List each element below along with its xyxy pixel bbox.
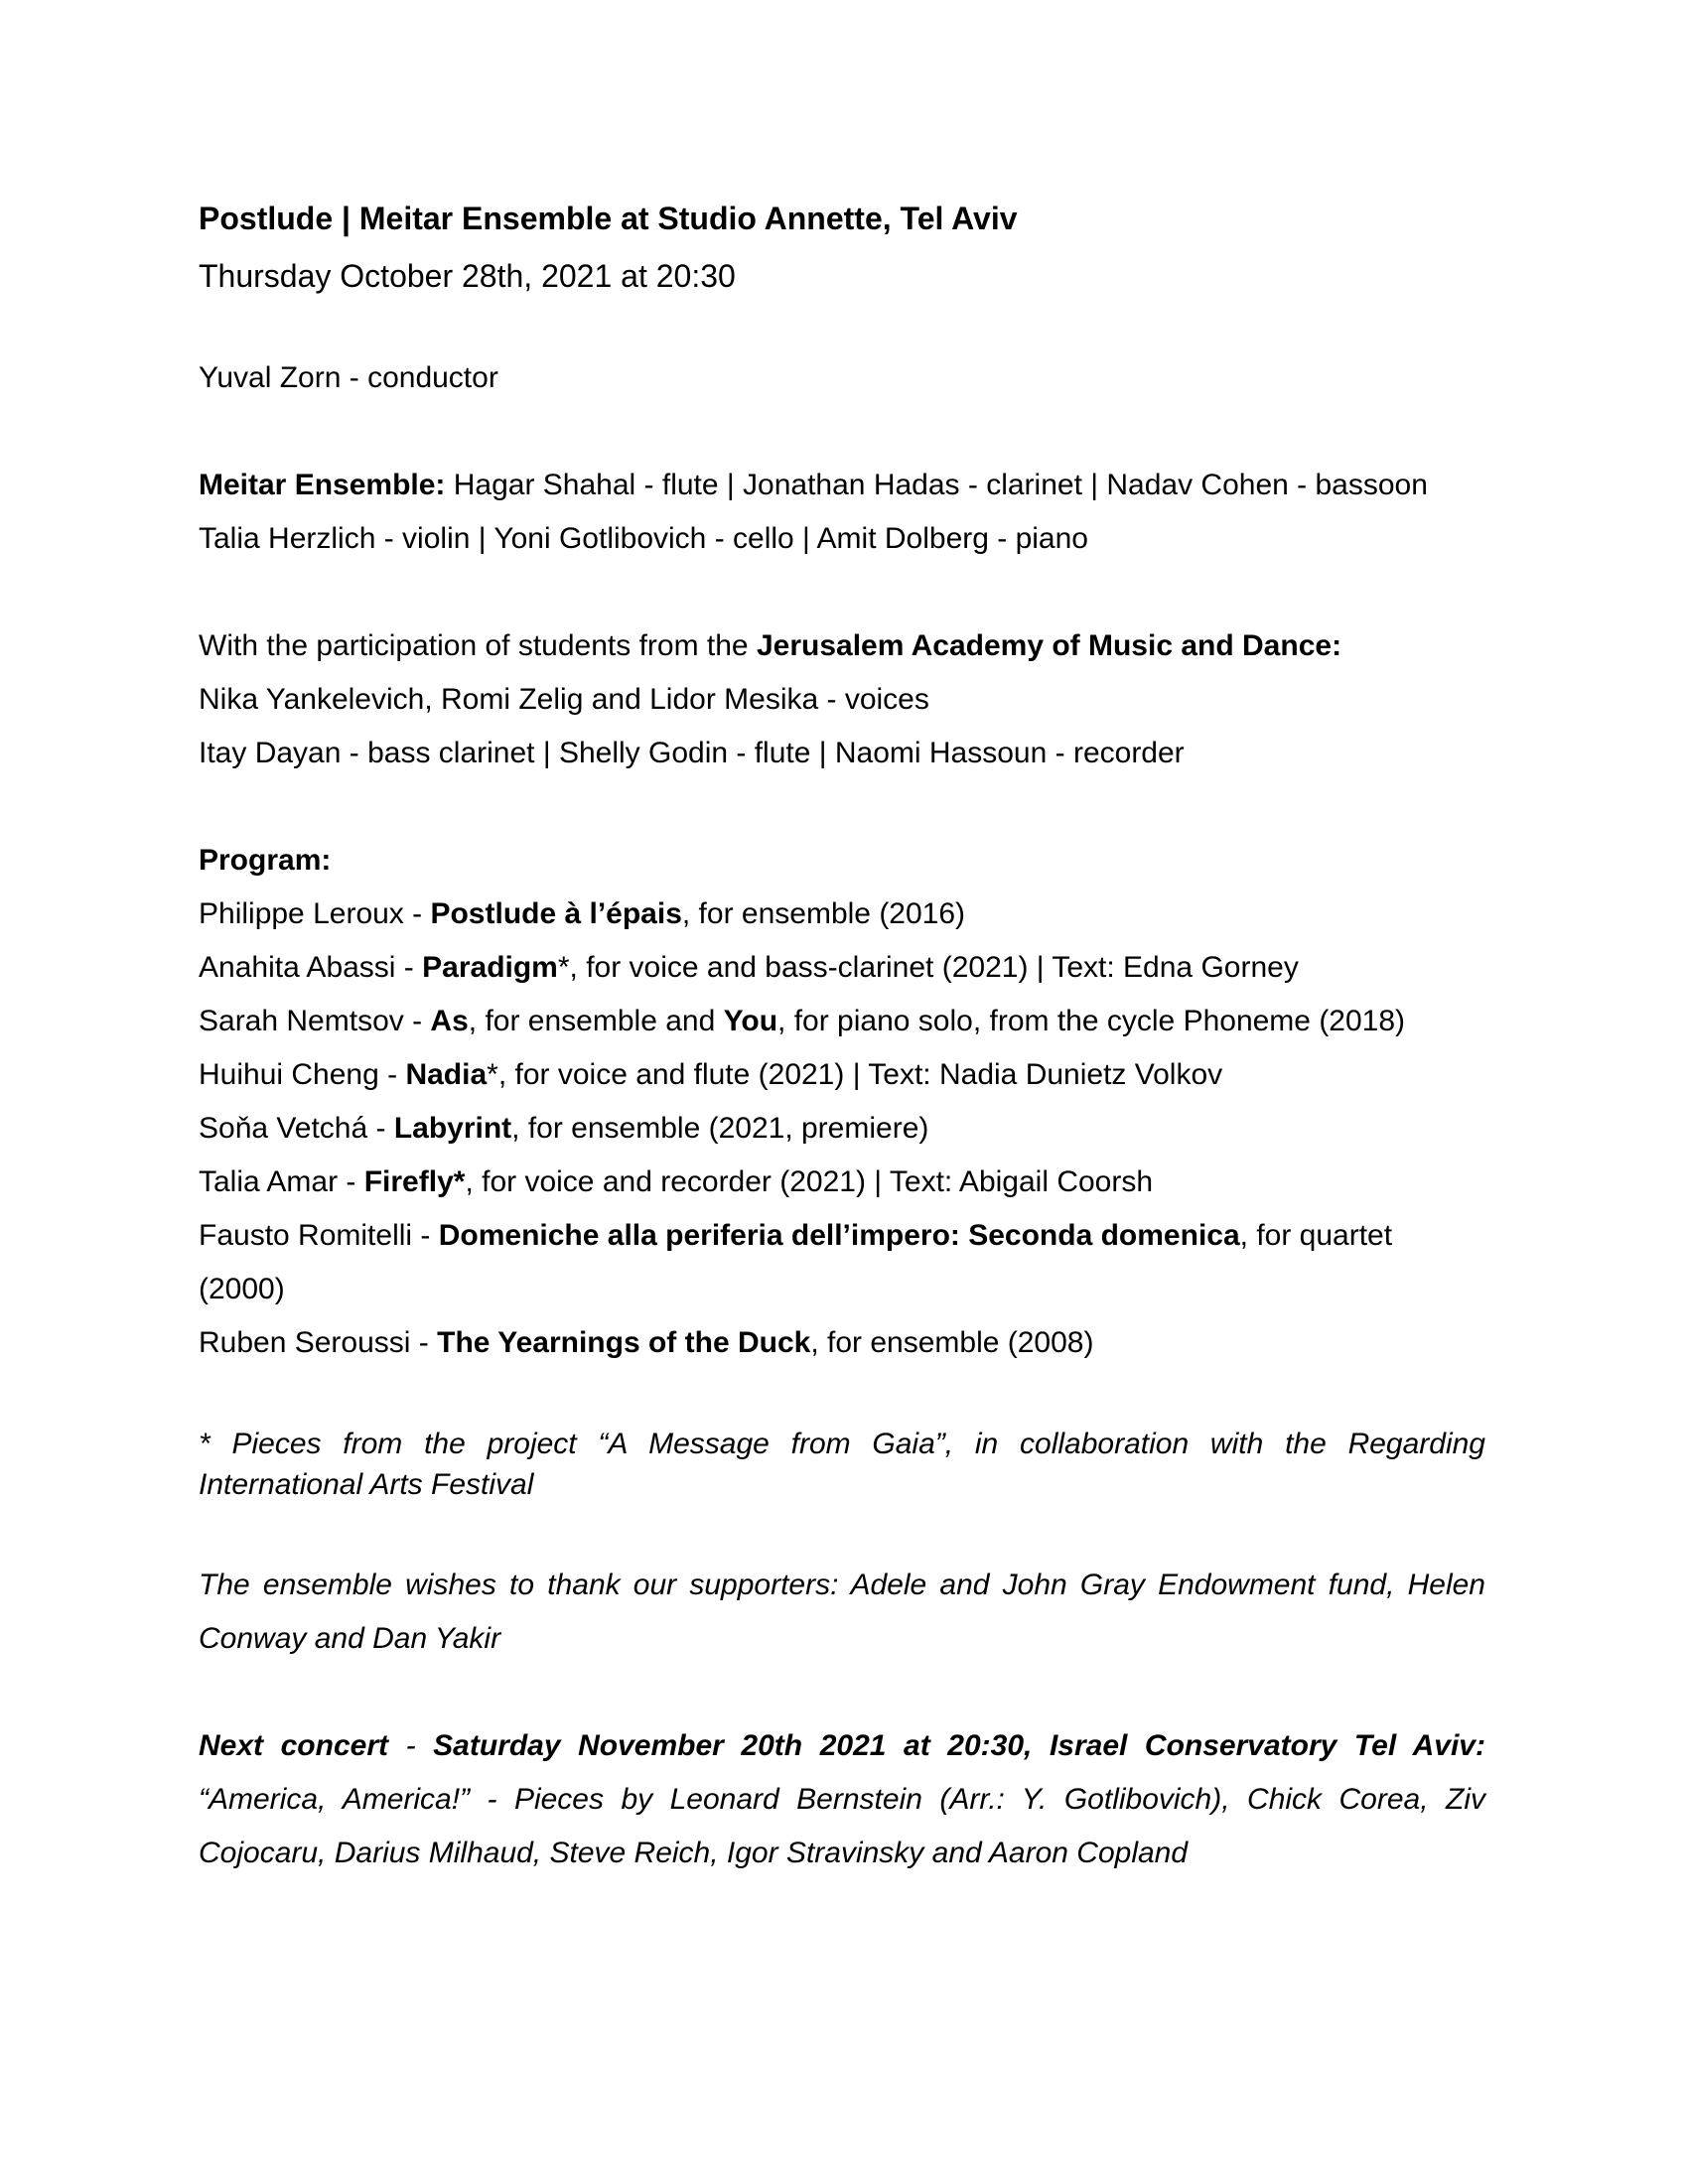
page-title: Postlude | Meitar Ensemble at Studio Annette, Tel Aviv — [199, 201, 1018, 236]
concert-date: Thursday October 28th, 2021 at 20:30 — [199, 258, 736, 294]
work-details: , for ensemble (2021, premiere) — [511, 1112, 929, 1145]
next-concert-line-3: Cojocaru, Darius Milhaud, Steve Reich, Igor Stravinsky and Aaron Copland — [199, 1837, 1189, 1869]
gaia-note — [199, 1424, 1485, 1505]
participation-line — [199, 619, 1485, 673]
work-details-2: , for piano solo, from the cycle Phoneme (2018) — [777, 1005, 1406, 1037]
next-concert-line-2: “America, America!” - Pieces by Leonard Bernstein (Arr.: Y. Gotlibovich), Chick Corea, Ziv — [199, 1783, 1485, 1816]
work-title: The Yearnings of the Duck — [437, 1326, 811, 1359]
work-details: , for voice and recorder (2021) | Text: Abigail Coorsh — [465, 1165, 1154, 1198]
ensemble-line-2: Talia Herzlich - violin | Yoni Gotlibovich - cello | Amit Dolberg - piano — [199, 522, 1088, 555]
program-item-continuation: (2000) — [199, 1273, 285, 1305]
next-concert — [199, 1719, 1485, 1880]
program-item — [199, 1102, 1485, 1156]
next-concert-line-1 — [199, 1719, 1485, 1773]
program-item — [199, 1048, 1485, 1102]
program-item — [199, 941, 1485, 995]
program-item — [199, 1209, 1485, 1263]
composer: Huihui Cheng - — [199, 1058, 406, 1091]
program-item — [199, 887, 1485, 941]
ensemble-label: Meitar Ensemble: — [199, 469, 446, 501]
work-title: Nadia — [405, 1058, 488, 1091]
work-details: , for ensemble and — [468, 1005, 724, 1037]
composer: Talia Amar - — [199, 1165, 364, 1198]
composer: Ruben Seroussi - — [199, 1326, 438, 1359]
thanks-line-1: The ensemble wishes to thank our supporters: Adele and John Gray Endowment fund, Helen — [199, 1569, 1485, 1601]
thanks-line-2: Conway and Dan Yakir — [199, 1622, 501, 1655]
program-item — [199, 1156, 1485, 1209]
voices-line: Nika Yankelevich, Romi Zelig and Lidor Mesika - voices — [199, 683, 929, 716]
gaia-note-line-1: * Pieces from the project “A Message from Gaia”, in collaboration with the Regarding — [199, 1428, 1485, 1460]
next-concert-label: Next concert — [199, 1729, 388, 1762]
ensemble-members-1: Hagar Shahal - flute | Jonathan Hadas - clarinet | Nadav Cohen - bassoon — [445, 469, 1428, 501]
work-title: As — [430, 1005, 469, 1037]
work-details: *, for voice and flute (2021) | Text: Nadia Dunietz Volkov — [487, 1058, 1223, 1091]
work-details: , for ensemble (2016) — [681, 897, 966, 930]
composer: Anahita Abassi - — [199, 951, 423, 984]
next-concert-details: Saturday November 20th 2021 at 20:30, Israel Conservatory Tel Aviv: — [433, 1729, 1485, 1762]
composer: Fausto Romitelli - — [199, 1219, 439, 1252]
program-item — [199, 995, 1485, 1048]
work-title: Domeniche alla periferia dell’impero: Seconda domenica — [438, 1219, 1240, 1252]
composer: Soňa Vetchá - — [199, 1112, 394, 1145]
work-details: *, for voice and bass-clarinet (2021) | Text: Edna Gorney — [557, 951, 1299, 984]
composer: Philippe Leroux - — [199, 897, 431, 930]
participation-intro: With the participation of students from the — [199, 629, 757, 662]
work-title-2: You — [723, 1005, 778, 1037]
document-page — [199, 195, 1485, 1880]
thanks-note — [199, 1559, 1485, 1666]
work-details: , for ensemble (2008) — [810, 1326, 1094, 1359]
students-instruments-line: Itay Dayan - bass clarinet | Shelly Godin - flute | Naomi Hassoun - recorder — [199, 737, 1185, 769]
work-title: Paradigm — [422, 951, 558, 984]
program-heading-text: Program: — [199, 844, 332, 877]
conductor-line: Yuval Zorn - conductor — [199, 361, 498, 394]
next-concert-sep: - — [387, 1729, 434, 1762]
work-details: , for quartet — [1239, 1219, 1393, 1252]
composer: Sarah Nemtsov - — [199, 1005, 431, 1037]
work-title: Labyrint — [393, 1112, 512, 1145]
academy-name: Jerusalem Academy of Music and Dance: — [756, 629, 1342, 662]
program-item — [199, 1316, 1485, 1370]
work-title: Firefly* — [363, 1165, 466, 1198]
gaia-note-line-2: International Arts Festival — [199, 1468, 534, 1501]
work-title: Postlude à l’épais — [430, 897, 682, 930]
ensemble-line-1 — [199, 459, 1485, 512]
program-heading — [199, 834, 1485, 887]
